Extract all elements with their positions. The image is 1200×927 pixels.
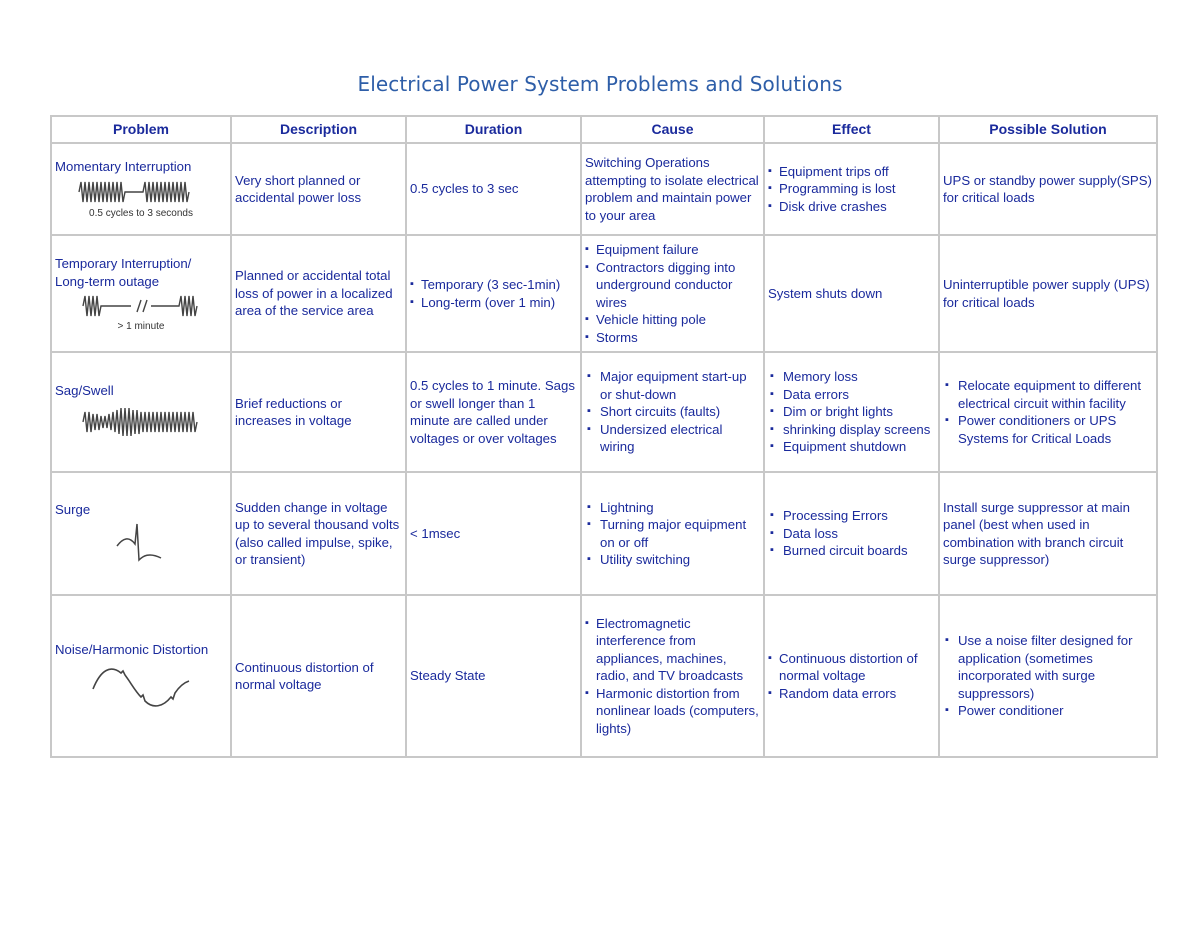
- list-item: ▪ Continuous distortion of normal voltage: [768, 650, 935, 685]
- problem-cell: [51, 143, 231, 235]
- problem-name: Momentary Interruption: [55, 159, 192, 175]
- list-item: ▪ Storms: [585, 329, 760, 347]
- description-cell: Planned or accidental total loss of power in a localized area of the service area: [231, 235, 406, 352]
- page-title: Electrical Power System Problems and Solutions: [357, 72, 843, 96]
- header-description: Description: [231, 116, 406, 143]
- list-item: ▪ Random data errors: [768, 685, 935, 703]
- header-cause: Cause: [581, 116, 764, 143]
- list-item: ▪ Disk drive crashes: [768, 198, 935, 216]
- sag-swell-waveform-icon: [71, 402, 211, 442]
- waveform-label: 0.5 cycles to 3 seconds: [89, 207, 193, 219]
- problem-name: Noise/Harmonic Distortion: [55, 642, 209, 658]
- list-item: ▪ Short circuits (faults): [585, 403, 760, 421]
- cause-cell: [581, 595, 764, 757]
- description-cell: Sudden change in voltage up to several thousand volts (also called impulse, spike, or transient): [231, 472, 406, 595]
- header-effect: Effect: [764, 116, 939, 143]
- table-row: [51, 352, 1157, 472]
- list-item: ▪ Memory loss: [768, 368, 935, 386]
- long-term-outage-waveform-icon: [71, 292, 211, 332]
- noise-harmonic-waveform-icon: [71, 661, 211, 711]
- list-item: ▪ Undersized electrical wiring: [585, 421, 760, 456]
- duration-cell: [406, 235, 581, 352]
- list-item: ▪ Vehicle hitting pole: [585, 311, 760, 329]
- problem-cell: [51, 352, 231, 472]
- header-problem: Problem: [51, 116, 231, 143]
- description-cell: Continuous distortion of normal voltage: [231, 595, 406, 757]
- cause-cell: [581, 352, 764, 472]
- problem-name: Temporary Interruption/ Long-term outage: [55, 256, 192, 289]
- cause-cell: [581, 472, 764, 595]
- table-row: [51, 235, 1157, 352]
- problem-name: Surge: [55, 501, 91, 517]
- list-item: ▪ Use a noise filter designed for application (sometimes incorporated with surge suppressors): [943, 632, 1153, 702]
- list-item: ▪ Power conditioner: [943, 702, 1153, 720]
- list-item: ▪ Major equipment start-up or shut-down: [585, 368, 760, 403]
- list-item: ▪ Burned circuit boards: [768, 542, 935, 560]
- table-row: [51, 595, 1157, 757]
- solution-cell: UPS or standby power supply(SPS) for critical loads: [939, 143, 1157, 235]
- header-solution: Possible Solution: [939, 116, 1157, 143]
- duration-cell: < 1msec: [406, 472, 581, 595]
- effect-cell: [764, 143, 939, 235]
- list-item: ▪ Temporary (3 sec-1min): [410, 276, 577, 294]
- problem-cell: [51, 235, 231, 352]
- list-item: ▪ Utility switching: [585, 551, 760, 569]
- effect-cell: [764, 352, 939, 472]
- duration-cell: Steady State: [406, 595, 581, 757]
- list-item: ▪ Harmonic distortion from nonlinear loads (computers, lights): [585, 685, 760, 738]
- problem-cell: [51, 472, 231, 595]
- cause-cell: [581, 235, 764, 352]
- solution-cell: Install surge suppressor at main panel (best when used in combination with branch circuit surge suppressor): [939, 472, 1157, 595]
- problems-table: [50, 115, 1158, 758]
- list-item: ▪ Long-term (over 1 min): [410, 294, 577, 312]
- list-item: ▪ Power conditioners or UPS Systems for Critical Loads: [943, 412, 1153, 447]
- list-item: ▪ Data loss: [768, 525, 935, 543]
- surge-waveform-icon: [71, 520, 211, 566]
- duration-cell: 0.5 cycles to 1 minute. Sags or swell longer than 1 minute are called under voltages or over voltages: [406, 352, 581, 472]
- list-item: ▪ Data errors: [768, 386, 935, 404]
- effect-cell: System shuts down: [764, 235, 939, 352]
- description-cell: Brief reductions or increases in voltage: [231, 352, 406, 472]
- list-item: ▪ Electromagnetic interference from appliances, machines, radio, and TV broadcasts: [585, 615, 760, 685]
- list-item: ▪ Lightning: [585, 499, 760, 517]
- solution-cell: [939, 352, 1157, 472]
- list-item: ▪ Equipment failure: [585, 241, 760, 259]
- solution-cell: [939, 595, 1157, 757]
- effect-cell: [764, 595, 939, 757]
- table-row: [51, 143, 1157, 235]
- list-item: ▪ Relocate equipment to different electrical circuit within facility: [943, 377, 1153, 412]
- duration-cell: 0.5 cycles to 3 sec: [406, 143, 581, 235]
- list-item: ▪ Equipment trips off: [768, 163, 935, 181]
- list-item: ▪ shrinking display screens: [768, 421, 935, 439]
- list-item: ▪ Equipment shutdown: [768, 438, 935, 456]
- list-item: ▪ Contractors digging into underground conductor wires: [585, 259, 760, 312]
- momentary-interruption-waveform-icon: [71, 178, 211, 220]
- problem-cell: [51, 595, 231, 757]
- effect-cell: [764, 472, 939, 595]
- list-item: ▪ Processing Errors: [768, 507, 935, 525]
- table-row: [51, 472, 1157, 595]
- table-header-row: [51, 116, 1157, 143]
- problem-name: Sag/Swell: [55, 383, 114, 399]
- list-item: ▪ Dim or bright lights: [768, 403, 935, 421]
- solution-cell: Uninterruptible power supply (UPS) for critical loads: [939, 235, 1157, 352]
- header-duration: Duration: [406, 116, 581, 143]
- list-item: ▪ Programming is lost: [768, 180, 935, 198]
- cause-cell: Switching Operations attempting to isolate electrical problem and maintain power to your area: [581, 143, 764, 235]
- description-cell: Very short planned or accidental power loss: [231, 143, 406, 235]
- waveform-label: > 1 minute: [117, 321, 165, 332]
- list-item: ▪ Turning major equipment on or off: [585, 516, 760, 551]
